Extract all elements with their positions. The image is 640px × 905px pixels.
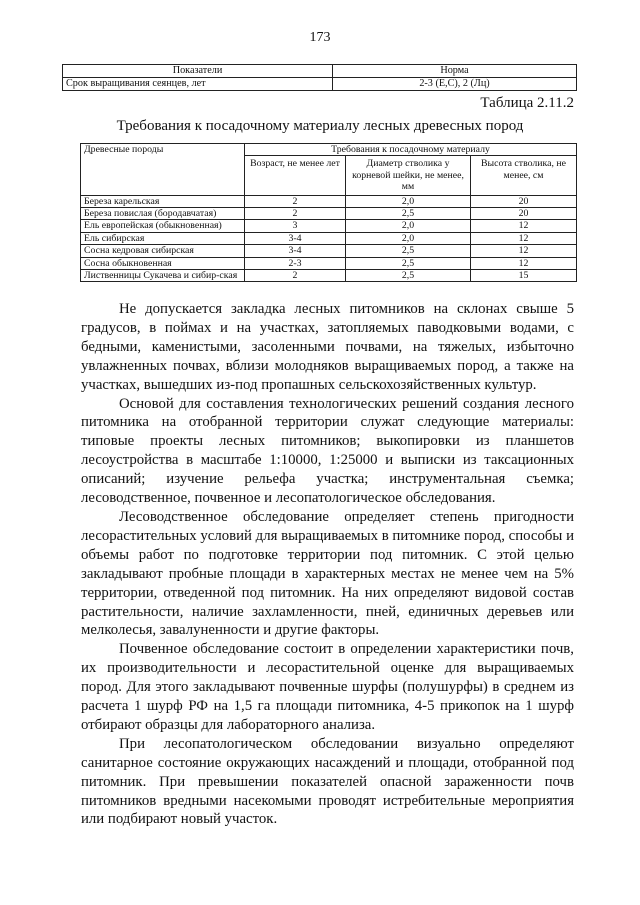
paragraph: При лесопатологическом обследовании визуально определяют санитарное состояние окружающих насаждений и площади, отобранной под питомник. При превышении показателей опасной зараженности почв питомников вредными насекомыми проводят истребительные мероприятия или подбирают новый участок. <box>81 735 574 828</box>
height-cell: 12 <box>471 220 577 232</box>
species-cell: Ель европейская (обыкновенная) <box>81 220 245 232</box>
header-species: Древесные породы <box>81 144 245 196</box>
height-cell: 12 <box>471 245 577 257</box>
paragraph: Не допускается закладка лесных питомников на склонах свыше 5 градусов, в поймах и на участках, затопляемых паводковыми водами, с бедными, каменистыми, засоленными почвами, на тяжелых, избыточно увлажненных почвах, вблизи молодняков выращиваемых пород, а также на участках, вышедших из-под пропашных сельскохозяйственных культур. <box>81 301 574 393</box>
top-table <box>62 64 577 91</box>
top-table-cell-indicator: Срок выращивания сеянцев, лет <box>63 78 333 91</box>
diameter-cell: 2,5 <box>346 245 471 257</box>
table-row <box>81 232 577 244</box>
top-table-cell-norm: 2-3 (Е,С), 2 (Лц) <box>333 78 577 91</box>
header-diameter: Диаметр стволика у корневой шейки, не менее, мм <box>346 156 471 195</box>
age-cell: 3 <box>245 220 346 232</box>
body-text <box>81 300 574 829</box>
requirements-table-header-row <box>81 144 577 156</box>
paragraph: Основой для составления технологических решений создания лесного питомника на отобранной территории служат следующие материалы: типовые проекты лесных питомников; выкопировки из планшетов лесоустройства в масштабе 1:10000, 1:25000 и выписки из таксационных описаний; изучение рельефа участка; инструментальная съемка; лесоводственное, почвенное и лесопатологическое обследования. <box>81 395 574 507</box>
species-cell: Береза карельская <box>81 195 245 207</box>
height-cell: 20 <box>471 195 577 207</box>
table-row <box>81 208 577 220</box>
diameter-cell: 2,5 <box>346 257 471 269</box>
height-cell: 12 <box>471 257 577 269</box>
diameter-cell: 2,0 <box>346 232 471 244</box>
age-cell: 2 <box>245 270 346 282</box>
age-cell: 2-3 <box>245 257 346 269</box>
top-table-header-indicator: Показатели <box>63 65 333 78</box>
table-row <box>81 270 577 282</box>
age-cell: 2 <box>245 195 346 207</box>
diameter-cell: 2,5 <box>346 208 471 220</box>
height-cell: 15 <box>471 270 577 282</box>
age-cell: 3-4 <box>245 232 346 244</box>
table-row <box>81 245 577 257</box>
species-cell: Береза повислая (бородавчатая) <box>81 208 245 220</box>
diameter-cell: 2,0 <box>346 195 471 207</box>
species-cell: Ель сибирская <box>81 232 245 244</box>
requirements-table-body <box>81 195 577 282</box>
species-cell: Лиственницы Сукачева и сибир-ская <box>81 270 245 282</box>
requirements-table <box>80 143 577 282</box>
paragraph: Почвенное обследование состоит в определении характеристики почв, их производительности и лесорастительной оценке для выращиваемых пород. Для этого закладывают почвенные шурфы (полушурфы) в среднем из расчета 1 шурф РФ на 1,5 га площади питомника, 4-5 прикопок на 1 шурф отбирают образцы для лабораторного анализа. <box>81 641 574 733</box>
header-age: Возраст, не менее лет <box>245 156 346 195</box>
species-cell: Сосна кедровая сибирская <box>81 245 245 257</box>
age-cell: 2 <box>245 208 346 220</box>
header-requirements: Требования к посадочному материалу <box>245 144 577 156</box>
diameter-cell: 2,5 <box>346 270 471 282</box>
page-number: 173 <box>309 30 331 45</box>
height-cell: 12 <box>471 232 577 244</box>
height-cell: 20 <box>471 208 577 220</box>
table-caption: Таблица 2.11.2 <box>480 95 574 111</box>
table-row <box>81 257 577 269</box>
top-table-header-norm: Норма <box>333 65 577 78</box>
header-height: Высота стволика, не менее, см <box>471 156 577 195</box>
diameter-cell: 2,0 <box>346 220 471 232</box>
table-row <box>81 220 577 232</box>
table-title: Требования к посадочному материалу лесных древесных пород <box>116 118 524 134</box>
top-table-header-row <box>63 65 577 78</box>
table-row <box>81 195 577 207</box>
age-cell: 3-4 <box>245 245 346 257</box>
paragraph: Лесоводственное обследование определяет степень пригодности лесорастительных условий для выращиваемых в питомнике пород, способы и объемы работ по подготовке территории под питомник. С этой целью закладывают пробные площади в характерных местах не менее чем на 5% территории, отведенной под питомник. На них определяют видовой состав растительности, наличие захламленности, пней, единичных деревьев или мелколесья, завалуненности и другие факторы. <box>81 508 574 639</box>
top-table-row <box>63 78 577 91</box>
species-cell: Сосна обыкновенная <box>81 257 245 269</box>
